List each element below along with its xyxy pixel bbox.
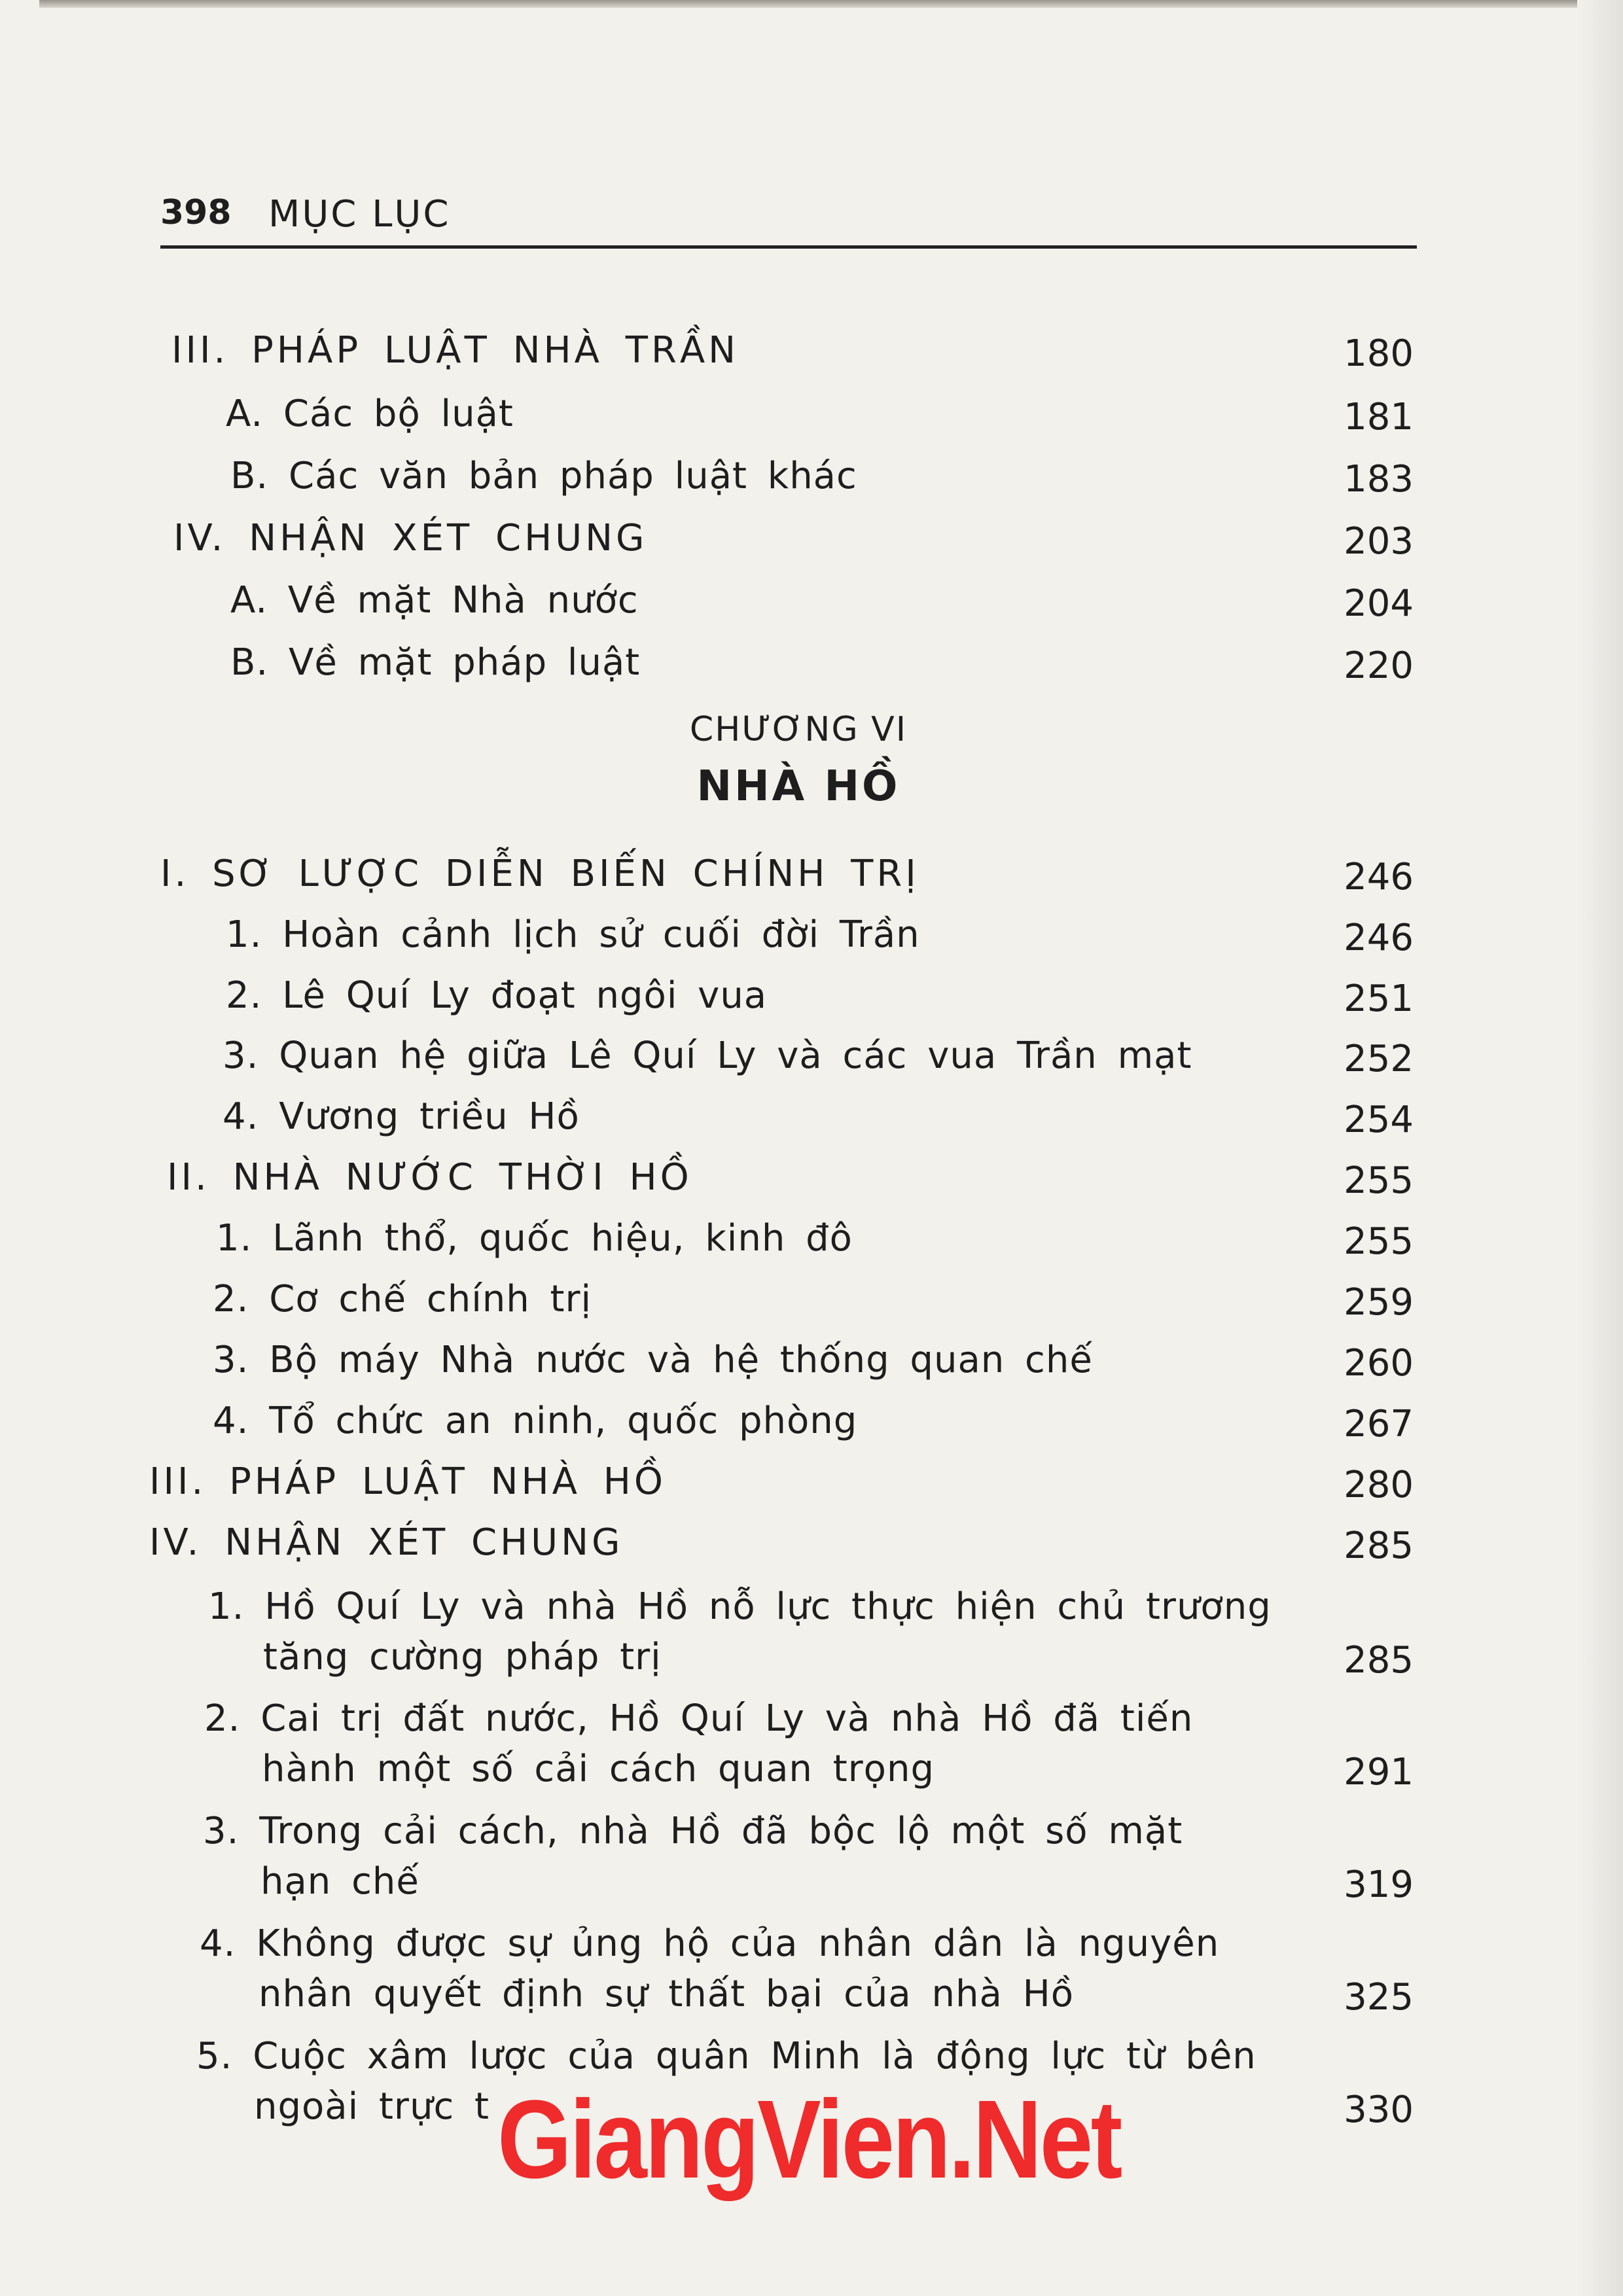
- toc-page-number: 204: [1344, 582, 1414, 625]
- toc-page-number: 285: [1344, 1639, 1414, 1682]
- toc-entry-line1[interactable]: 2. Cai trị đất nước, Hồ Quí Ly và nhà Hồ đã tiến: [204, 1697, 1194, 1740]
- toc-entry[interactable]: A. Các bộ luật: [226, 393, 514, 435]
- toc-entry-line1[interactable]: 5. Cuộc xâm lược của quân Minh là động lực từ bên: [196, 2035, 1257, 2077]
- toc-page-number: 291: [1344, 1751, 1414, 1793]
- toc-entry[interactable]: IV. NHẬN XÉT CHUNG: [173, 517, 648, 559]
- toc-entry-line2[interactable]: ngoài trực t: [254, 2085, 490, 2128]
- toc-entry-line1[interactable]: 3. Trong cải cách, nhà Hồ đã bộc lộ một số mặt: [203, 1810, 1183, 1852]
- toc-entry[interactable]: 2. Lê Quí Ly đoạt ngôi vua: [226, 974, 768, 1017]
- toc-entry[interactable]: 1. Hoàn cảnh lịch sử cuối đời Trần: [226, 913, 920, 956]
- toc-page-number: 319: [1344, 1863, 1414, 1906]
- toc-entry[interactable]: B. Các văn bản pháp luật khác: [230, 455, 857, 497]
- toc-entry-line1[interactable]: 4. Không được sự ủng hộ của nhân dân là nguyên: [200, 1922, 1220, 1965]
- toc-page-number: 259: [1344, 1281, 1414, 1324]
- toc-entry-line2[interactable]: hành một số cải cách quan trọng: [262, 1748, 935, 1790]
- toc-entry[interactable]: 4. Vương triều Hồ: [223, 1095, 580, 1138]
- toc-page-number: 220: [1344, 645, 1414, 687]
- toc-page-number: 252: [1344, 1038, 1414, 1080]
- toc-page-number: 330: [1344, 2089, 1414, 2131]
- toc-page-number: 260: [1344, 1342, 1414, 1385]
- toc-page-number: 285: [1344, 1525, 1414, 1567]
- toc-entry-line2[interactable]: tăng cường pháp trị: [263, 1636, 662, 1678]
- page-edge: [39, 0, 1584, 8]
- page-edge-shadow: [1577, 0, 1623, 2296]
- toc-page-number: 254: [1344, 1099, 1414, 1141]
- toc-entry[interactable]: 1. Lãnh thổ, quốc hiệu, kinh đô: [216, 1217, 853, 1260]
- toc-page-number: 267: [1344, 1403, 1414, 1445]
- toc-entry-line1[interactable]: 1. Hồ Quí Ly và nhà Hồ nỗ lực thực hiện chủ trương: [208, 1585, 1272, 1628]
- running-title: MỤC LỤC: [268, 193, 451, 236]
- toc-entry[interactable]: III. PHÁP LUẬT NHÀ TRẦN: [171, 329, 740, 372]
- toc-entry[interactable]: IV. NHẬN XÉT CHUNG: [149, 1521, 624, 1564]
- toc-page-number: 246: [1344, 917, 1414, 959]
- toc-page-number: 255: [1344, 1220, 1414, 1263]
- chapter-label: CHƯƠNG VI: [689, 710, 908, 749]
- toc-entry[interactable]: A. Về mặt Nhà nước: [230, 579, 639, 622]
- toc-page-number: 251: [1344, 978, 1414, 1020]
- watermark: GiangVien.Net: [497, 2077, 1120, 2202]
- toc-page-number: 255: [1344, 1159, 1414, 1202]
- page-number: 398: [160, 193, 232, 232]
- toc-page-number: 183: [1344, 458, 1414, 501]
- toc-entry[interactable]: 3. Quan hệ giữa Lê Quí Ly và các vua Trần mạt: [223, 1034, 1192, 1077]
- toc-entry[interactable]: 2. Cơ chế chính trị: [213, 1278, 592, 1320]
- toc-page-number: 180: [1344, 332, 1414, 375]
- toc-entry[interactable]: B. Về mặt pháp luật: [230, 641, 641, 684]
- toc-entry[interactable]: III. PHÁP LUẬT NHÀ HỒ: [149, 1460, 666, 1503]
- toc-page-number: 246: [1344, 856, 1414, 898]
- toc-page-number: 325: [1344, 1976, 1414, 2019]
- page-header: [160, 186, 1417, 249]
- toc-page-number: 181: [1344, 396, 1414, 438]
- toc-page-number: 280: [1344, 1464, 1414, 1506]
- toc-entry[interactable]: 3. Bộ máy Nhà nước và hệ thống quan chế: [213, 1339, 1093, 1381]
- toc-entry-line2[interactable]: hạn chế: [260, 1860, 419, 1903]
- toc-entry[interactable]: II. NHÀ NƯỚC THỜI HỒ: [167, 1156, 692, 1199]
- chapter-title: NHÀ HỒ: [696, 762, 901, 811]
- toc-entry[interactable]: 4. Tổ chức an ninh, quốc phòng: [213, 1400, 858, 1442]
- toc-entry[interactable]: I. SƠ LƯỢC DIỄN BIẾN CHÍNH TRỊ: [160, 853, 919, 895]
- toc-entry-line2[interactable]: nhân quyết định sự thất bại của nhà Hồ: [259, 1973, 1074, 2015]
- toc-page-number: 203: [1344, 520, 1414, 563]
